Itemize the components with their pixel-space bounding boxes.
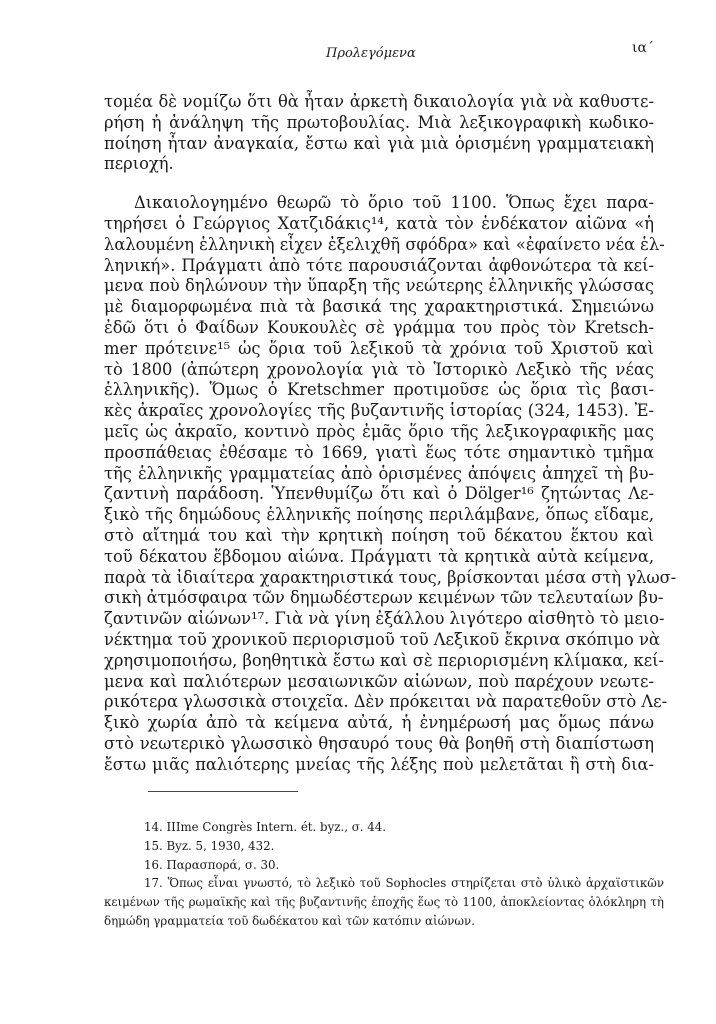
text-line: σικὴ ἀτμόσφαιρα τῶν δημωδέστερων κειμένων τῶν τελευταίων βυ- (104, 588, 664, 608)
text-line: Δικαιολογημένο θεωρῶ τὸ ὅριο τοῦ 1100. Ὅπως ἔχει παρα- (134, 193, 654, 213)
text-line: στὸ νεωτερικὸ γλωσσικὸ θησαυρό τους θὰ βοηθῆ στὴ διαπίστωση (104, 733, 654, 753)
paragraph-gap (104, 175, 654, 193)
text-line: νέκτημα τοῦ χρονικοῦ περιορισμοῦ τοῦ Λεξικοῦ ἔκρινα σκόπιμο νὰ (104, 629, 660, 649)
text-line: τομέα δὲ νομίζω ὅτι θὰ ἦταν ἀρκετὴ δικαιολογία γιὰ νὰ καθυστε- (104, 92, 654, 111)
text-line: μενα ποὺ δηλώνουν τὴν ὕπαρξη τῆς νεώτερης ἑλληνικῆς γλώσσας (104, 276, 654, 296)
text-line: τῆς ἑλληνικῆς γραμματείας ἀπὸ ὁρισμένες ἀπόψεις ἀπηχεῖ τὴ βυ- (104, 463, 654, 483)
text-line: μεῖς ὡς ἀκραῖο, κοντινὸ πρὸς ἐμᾶς ὅριο τῆς λεξικογραφικῆς μας (104, 421, 654, 441)
footnote-line: 16. Παρασπορά, σ. 30. (144, 857, 280, 872)
text-line: τηρήσει ὁ Γεώργιος Χατζιδάκις¹⁴, κατὰ τὸν ἑνδέκατον αἰῶνα «ἡ (104, 213, 654, 233)
footnote-line: 15. Byz. 5, 1930, 432. (144, 838, 275, 853)
paragraph (104, 92, 654, 175)
text-line: ρήση ἡ ἀνάληψη τῆς πρωτοβουλίας. Μιὰ λεξικογραφικὴ κωδικο- (104, 112, 654, 132)
text-line: στὸ αἴτημά του καὶ τὴν κρητικὴ ποίηση τοῦ δέκατου ἕκτου καὶ (104, 525, 654, 545)
text-line: ἐδῶ ὅτι ὁ Φαίδων Κουκουλὲς σὲ γράμμα του πρὸς τὸν Kretsch- (104, 317, 654, 337)
text-line: χρησιμοποιήσω, βοηθητικὰ ἔστω καὶ σὲ περιορισμένη κλίμακα, κεί- (104, 650, 665, 670)
text-line: ληνική». Πράγματι ἀπὸ τότε παρουσιάζονται ἀφθονώτερα τὰ κεί- (104, 255, 654, 275)
page-number: ια΄ (632, 40, 654, 56)
running-title: Προλεγόμενα (326, 46, 416, 61)
text-line: τοῦ δέκατου ἕβδομου αἰώνα. Πράγματι τὰ κρητικὰ αὐτὰ κείμενα, (104, 546, 654, 566)
footnote-line: δημώδη γραμματεία τοῦ δωδέκατου καὶ τῶν κατόπιν αἰώνων. (104, 913, 475, 928)
text-line: ξικὸ χωρία ἀπὸ τὰ κείμενα αὐτά, ἡ ἐνημέρωσή μας ὅμως πάνω (104, 713, 654, 733)
text-line: περιοχή. (104, 154, 174, 174)
text-line: ζαντινὴ παράδοση. Ὑπενθυμίζω ὅτι καὶ ὁ Dölger¹⁶ ζητώντας Λε- (104, 484, 654, 504)
text-line: ρικότερα γλωσσικὰ στοιχεῖα. Δὲν πρόκειται νὰ παρατεθοῦν στὸ Λε- (104, 692, 668, 712)
text-line: παρὰ τὰ ἰδιαίτερα χαρακτηριστικά τους, βρίσκονται μέσα στὴ γλωσ- (104, 567, 677, 587)
footnote-line: 17. Ὅπως εἶναι γνωστό, τὸ λεξικὸ τοῦ Sophocles στηρίζεται στὸ ὑλικὸ ἀρχαϊστικῶν (144, 876, 664, 891)
text-line: ξικὸ τῆς δημώδους ἑλληνικῆς ποίησης περιλάμβανε, ὅπως εἴδαμε, (104, 505, 654, 525)
text-line: ἑλληνικῆς). Ὅμως ὁ Kretschmer προτιμοῦσε ὡς ὅρια τὶς βασι- (104, 380, 654, 400)
footnote-line: 14. IIIme Congrès Intern. ét. byz., σ. 44. (144, 820, 387, 834)
paragraph (104, 193, 677, 775)
text-line: κὲς ἀκραῖες χρονολογίες τῆς βυζαντινῆς ἱστορίας (324, 1453). Ἐ- (104, 401, 654, 421)
text-line: ἔστω μιᾶς παλιότερης μνείας τῆς λέξης ποὺ μελετᾶται ἢ στὴ δια- (104, 754, 654, 774)
text-line: τὸ 1800 (ἀπώτερη χρονολογία γιὰ τὸ Ἱστορικὸ Λεξικὸ τῆς νέας (104, 359, 654, 379)
text-line: μενα καὶ παλιότερων μεσαιωνικῶν αἰώνων, ποὺ παρέχουν νεωτε- (104, 671, 654, 691)
text-line: λαλουμένη ἑλληνικὴ εἶχεν ἐξελιχθῆ σφόδρα» καὶ «ἐφαίνετο νέα ἑλ- (104, 234, 665, 254)
text-line: μὲ διαμορφωμένα πιὰ τὰ βασικά της χαρακτηριστικά. Σημειώνω (104, 297, 654, 317)
text-line: ποίηση ἦταν ἀναγκαία, ἔστω καὶ γιὰ μιὰ ὁρισμένη γραμματειακὴ (104, 133, 654, 153)
footnotes (104, 818, 664, 931)
body-text (104, 92, 677, 776)
footnote-separator (148, 791, 298, 792)
text-line: προσπάθειας ἐθέσαμε τὸ 1669, γιατὶ ἕως τότε σημαντικὸ τμῆμα (104, 442, 654, 462)
text-line: ζαντινῶν αἰώνων¹⁷. Γιὰ νὰ γίνη ἐξάλλου λιγότερο αἰσθητὸ τὸ μειο- (104, 609, 665, 629)
footnote-line: κειμένων τῆς ρωμαϊκῆς καὶ τῆς βυζαντινῆς ἐποχῆς ἕως τὸ 1100, ἀποκλείοντας ὁλόκληρη τὴ (104, 895, 664, 910)
text-line: mer πρότεινε¹⁵ ὡς ὅρια τοῦ λεξικοῦ τὰ χρόνια τοῦ Χριστοῦ καὶ (104, 338, 654, 358)
